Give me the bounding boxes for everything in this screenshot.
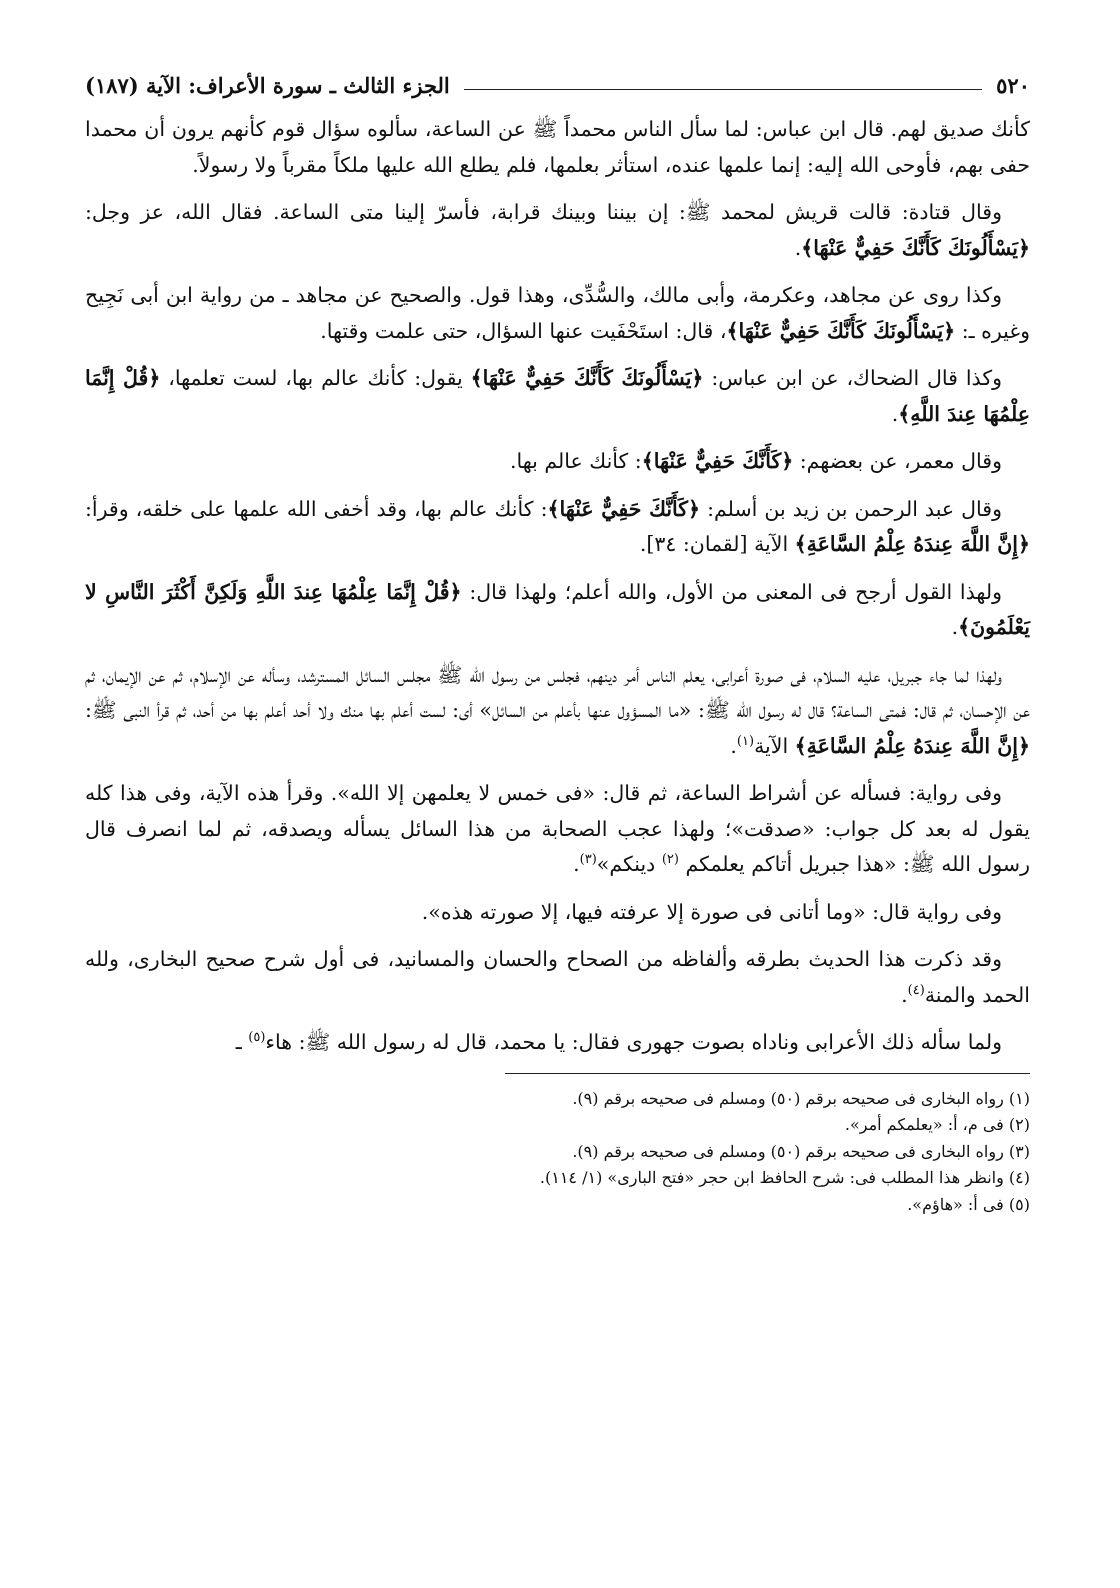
text-run: يقول: كأنك عالم بها، لست تعلمها،: [160, 366, 471, 390]
footnote-separator: [505, 1073, 1030, 1074]
paragraph: [85, 195, 1030, 266]
text-run: الآية: [754, 733, 795, 758]
footnote: (٢) فى م، أ: «يعلمكم أمر».: [844, 1115, 1030, 1134]
text-run: الآية [لقمان: ٣٤].: [639, 532, 795, 556]
header-title: الجزء الثالث ـ سورة الأعراف: الآية (١٨٧): [85, 73, 450, 98]
quran-quote: ﴿قُلْ إِنَّمَا عِلْمُهَا عِندَ اللَّهِ وَلَكِنَّ أَكْثَرَ النَّاسِ لا يَعْلَمُونَ﴾: [85, 579, 1030, 639]
footnote-marker: (٢): [661, 852, 679, 868]
header-rule: [464, 89, 982, 90]
text-run: كأنك صديق لهم. قال ابن عباس: لما سأل الناس محمداً ﷺ عن الساعة، سألوه سؤال قوم كأنهم يرون أن محمدا حفى بهم، فأوحى الله إليه: إنما علمها عنده، استأثر بعلمها، فلم يطلع الله عليها ملكاً مقرباً ولا رسولاً.: [85, 117, 1030, 177]
text-run: وكذا قال الضحاك، عن ابن عباس:: [703, 366, 1002, 390]
running-header: [85, 62, 1030, 98]
footnotes: [85, 1086, 1030, 1219]
text-run: : كأنك عالم بها.: [509, 449, 642, 473]
text-run: .: [901, 982, 908, 1007]
footnote-marker: (٤): [907, 982, 925, 998]
paragraph: [85, 278, 1030, 349]
text-run: ، قال: استَحْفَيت عنها السؤال، حتى علمت وقتها.: [320, 318, 727, 343]
text-run: : كأنك عالم بها، وقد أخفى الله علمها على خلقه، وقرأ:: [85, 496, 548, 521]
text-run: .: [794, 235, 802, 260]
text-run: وكذا روى عن مجاهد، وعكرمة، وأبى مالك، والسُّدِّى، وهذا قول. والصحيح عن مجاهد ـ من رواية ابن أبى نَجِيح وغيره ـ:: [85, 283, 1030, 343]
text-run: .: [891, 401, 899, 426]
footnote: (١) رواه البخارى فى صحيحه برقم (٥٠) ومسلم فى صحيحه برقم (٩).: [572, 1088, 1030, 1108]
quran-quote: ﴿إِنَّ اللَّهَ عِندَهُ عِلْمُ السَّاعَةِ﴾: [794, 532, 1030, 556]
quran-quote: ﴿يَسْأَلُونَكَ كَأَنَّكَ حَفِيٌّ عَنْهَا﴾: [726, 318, 956, 343]
quran-quote: ﴿يَسْأَلُونَكَ كَأَنَّكَ حَفِيٌّ عَنْهَا﴾: [470, 366, 704, 390]
paragraph: [85, 942, 1030, 1013]
paragraph: [85, 575, 1030, 646]
text-run: وقد ذكرت هذا الحديث بطرقه وألفاظه من الصحاح والحسان والمسانيد، فى أول شرح صحيح البخارى، ولله الحمد والمنة: [85, 947, 1030, 1007]
text-run: ولهذا لما جاء جبريل، عليه السلام، فى صورة أعرابى، يعلم الناس أمر دينهم، فجلس من رسول الله ﷺ مجلس السائل المسترشد، وسأله عن الإسلام، ثم عن الإيمان، ثم عن الإحسان، ثم قال: فمتى الساعة؟ قال له رسول الله ﷺ: «ما المسؤول عنها بأعلم من السائل» أى: لست أعلم بها منك ولا أحد أعلم بها من أحد، ثم قرأ النبى ﷺ:: [85, 662, 1030, 722]
quran-quote: ﴿كَأَنَّكَ حَفِيٌّ عَنْهَا﴾: [547, 496, 701, 521]
footnote: (٣) رواه البخارى فى صحيحه برقم (٥٠) ومسلم فى صحيحه برقم (٩).: [572, 1141, 1030, 1161]
paragraph: [85, 895, 1030, 931]
paragraph: [85, 444, 1030, 480]
text-run: .: [951, 615, 959, 639]
text-run: ولما سأله ذلك الأعرابى وناداه بصوت جهورى فقال: يا محمد، قال له رسول الله ﷺ: هاء: [265, 1030, 1002, 1054]
paragraph: [85, 1025, 1030, 1061]
text-run: .: [730, 733, 737, 758]
quran-quote: ﴿قُلْ إِنَّمَا عِلْمُهَا عِندَ اللَّهِ﴾: [85, 366, 1030, 426]
text-run: ـ: [235, 1030, 249, 1054]
footnote-marker: (١): [736, 733, 755, 749]
text-run: وقال قتادة: قالت قريش لمحمد ﷺ: إن بيننا وبينك قرابة، فأسرّ إلينا متى الساعة. فقال الله، عز وجل:: [85, 200, 1002, 224]
footnote: (٤) وانظر هذا المطلب فى: شرح الحافظ ابن حجر «فتح البارى» (١/ ١١٤).: [539, 1168, 1030, 1187]
footnote: (٥) فى أ: «هاؤم».: [907, 1194, 1030, 1214]
paragraph: [85, 112, 1030, 183]
text-run: وقال معمر، عن بعضهم:: [793, 449, 1002, 473]
main-text: [85, 112, 1030, 1061]
footnote-marker: (٣): [579, 852, 597, 868]
text-run: وفى رواية: فسأله عن أشراط الساعة، ثم قال: «فى خمس لا يعلمهن إلا الله». وقرأ هذه الآية، وفى هذا كله يقول له بعد كل جواب: «صدقت»؛ ولهذا عجب الصحابة من هذا السائل يسأله ويصدقه، ثم لما انصرف قال رسول الله ﷺ: «هذا جبريل أتاكم يعلمكم: [85, 781, 1030, 876]
text-run: .: [573, 852, 580, 876]
book-page: [85, 62, 1030, 1218]
paragraph: [85, 658, 1030, 765]
paragraph: [85, 776, 1030, 883]
quran-quote: ﴿يَسْأَلُونَكَ كَأَنَّكَ حَفِيٌّ عَنْهَا﴾: [801, 235, 1030, 260]
text-run: وقال عبد الرحمن بن زيد بن أسلم:: [700, 496, 1003, 521]
text-run: ولهذا القول أرجح فى المعنى من الأول، والله أعلم؛ ولهذا قال:: [461, 579, 1002, 604]
text-run: وفى رواية قال: «وما أتانى فى صورة إلا عرفته فيها، إلا صورته هذه».: [421, 899, 1002, 924]
page-number: ٥٢٠: [996, 73, 1030, 98]
footnote-marker: (٥): [248, 1030, 266, 1046]
paragraph: [85, 492, 1030, 563]
quran-quote: ﴿كَأَنَّكَ حَفِيٌّ عَنْهَا﴾: [641, 449, 794, 473]
quran-quote: ﴿إِنَّ اللَّهَ عِندَهُ عِلْمُ السَّاعَةِ﴾: [794, 733, 1030, 758]
paragraph: [85, 361, 1030, 432]
text-run: دينكم»: [596, 852, 662, 876]
